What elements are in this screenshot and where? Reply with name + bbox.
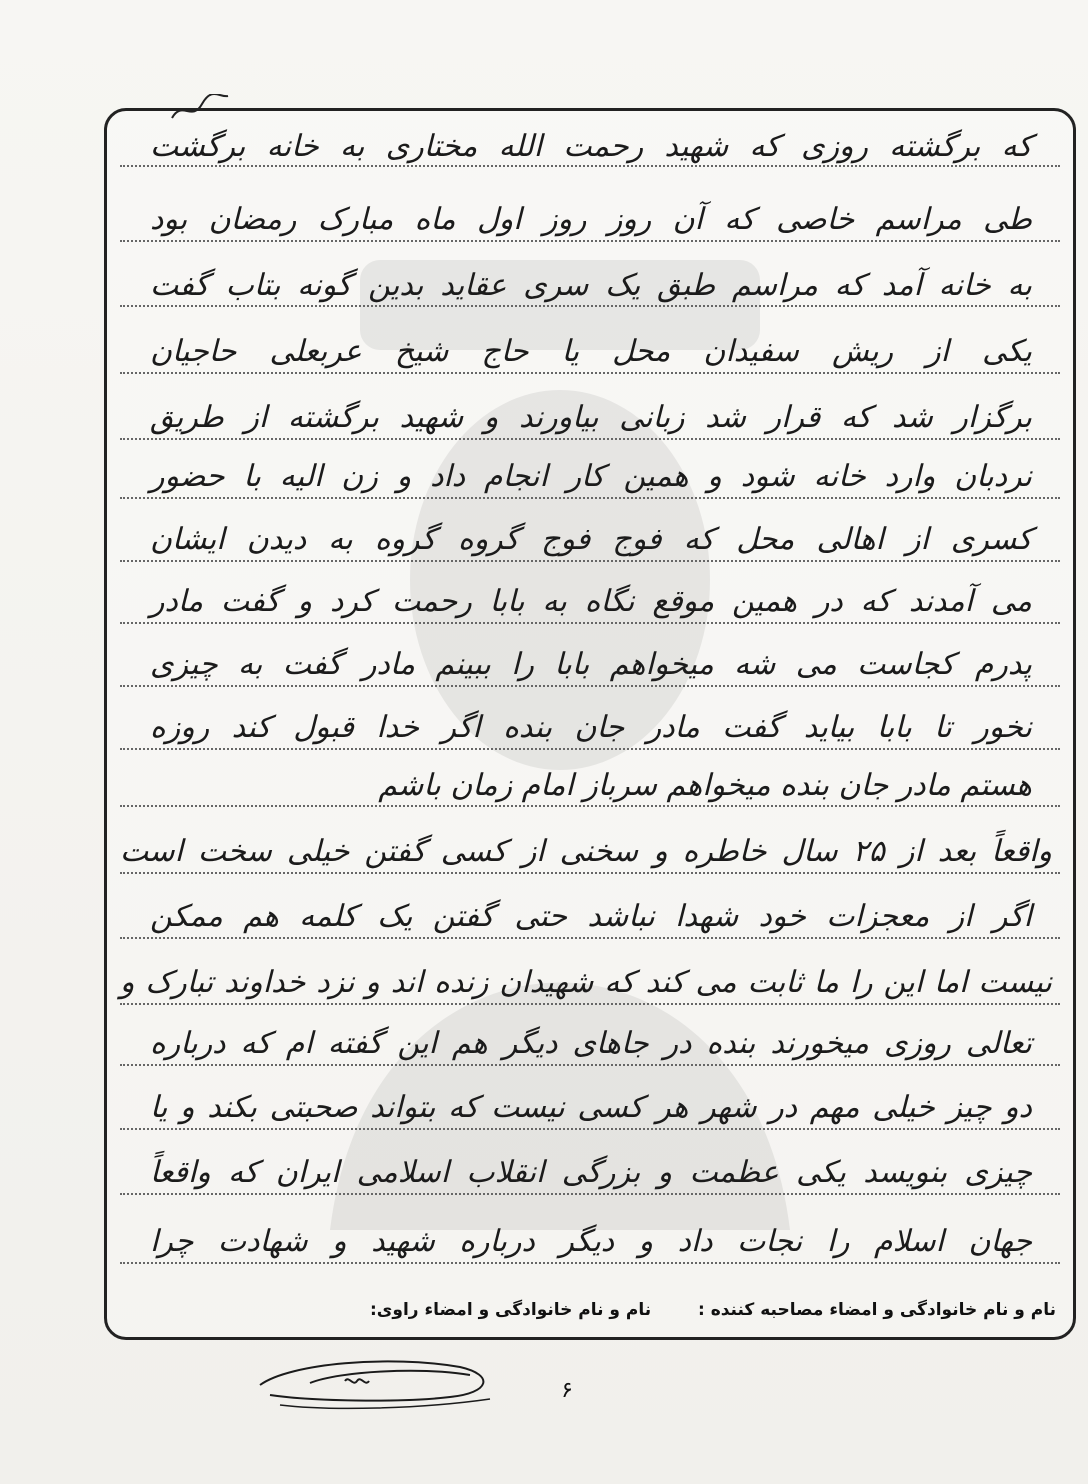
- handwritten-line: دو چیز خیلی مهم در شهر هر کسی نیست که بتواند صحبتی بکند و یا: [150, 1090, 1032, 1125]
- ruled-line: [120, 560, 1060, 562]
- handwritten-line: تعالی روزی میخورند بنده در جاهای دیگر هم این گفته ام که درباره: [150, 1026, 1032, 1061]
- handwritten-line: کسری از اهالی محل که فوج فوج گروه گروه به دیدن ایشان: [150, 522, 1032, 557]
- narrator-signature-label: نام و نام خانوادگی و امضاء راوی:: [370, 1300, 652, 1320]
- handwritten-line: هستم مادر جان بنده میخواهم سرباز امام زمان باشم: [378, 768, 1032, 803]
- handwritten-line: طی مراسم خاصی که آن روز روز اول ماه مبارک رمضان بود: [150, 202, 1032, 237]
- signature-footer: [120, 1300, 1060, 1330]
- interviewer-signature-label: نام و نام خانوادگی و امضاء مصاحبه کننده :: [697, 1300, 1056, 1320]
- handwritten-line: برگزار شد که قرار شد زبانی بیاورند و شهید برگشته از طریق: [150, 400, 1032, 435]
- handwritten-line: چیزی بنویسد یکی عظمت و بزرگی انقلاب اسلامی ایران که واقعاً: [150, 1155, 1032, 1190]
- handwritten-line: اگر از معجزات خود شهدا نباشد حتی گفتن یک کلمه هم ممکن: [150, 899, 1032, 934]
- handwritten-body: [120, 0, 1060, 1484]
- ruled-line: [120, 1064, 1060, 1066]
- ruled-line: [120, 748, 1060, 750]
- ruled-line: [120, 685, 1060, 687]
- handwritten-line: نیست اما این را ما ثابت می کند که شهیدان زنده اند و نزد خداوند تبارک و: [120, 965, 1052, 1000]
- ruled-line: [120, 1193, 1060, 1195]
- ruled-line: [120, 497, 1060, 499]
- handwritten-line: نردبان وارد خانه شود و همین کار انجام داد و زن الیه با حضور: [150, 459, 1032, 494]
- ruled-line: [120, 372, 1060, 374]
- handwritten-signature: [250, 1345, 500, 1415]
- handwritten-line: نخور تا بابا بیاید گفت مادر جان بنده اگر خدا قبول کند روزه: [150, 710, 1032, 745]
- handwritten-line: می آمدند که در همین موقع نگاه به بابا رحمت کرد و گفت مادر: [150, 584, 1032, 619]
- handwritten-line: جهان اسلام را نجات داد و دیگر درباره شهید و شهادت چرا: [150, 1224, 1032, 1259]
- handwritten-line: واقعاً بعد از ۲۵ سال خاطره و سخنی از کسی گفتن خیلی سخت است: [120, 834, 1052, 869]
- ruled-line: [120, 1262, 1060, 1264]
- ruled-line: [120, 240, 1060, 242]
- ruled-line: [120, 872, 1060, 874]
- handwritten-line: پدرم کجاست می شه میخواهم بابا را ببینم مادر گفت به چیزی: [150, 647, 1032, 682]
- handwritten-line: به خانه آمد که مراسم طبق یک سری عقاید بدین گونه بتاب گفت: [150, 268, 1032, 303]
- ruled-line: [120, 937, 1060, 939]
- handwritten-line: که برگشته روزی که شهید رحمت الله مختاری به خانه برگشت: [150, 129, 1033, 164]
- ruled-line: [120, 438, 1060, 440]
- ruled-line: [120, 1128, 1060, 1130]
- ruled-line: [120, 1003, 1060, 1005]
- ruled-line: [120, 622, 1060, 624]
- handwritten-line: یکی از ریش سفیدان محل یا حاج شیخ عربعلی حاجیان: [150, 334, 1032, 369]
- page-number: ۶: [561, 1378, 573, 1403]
